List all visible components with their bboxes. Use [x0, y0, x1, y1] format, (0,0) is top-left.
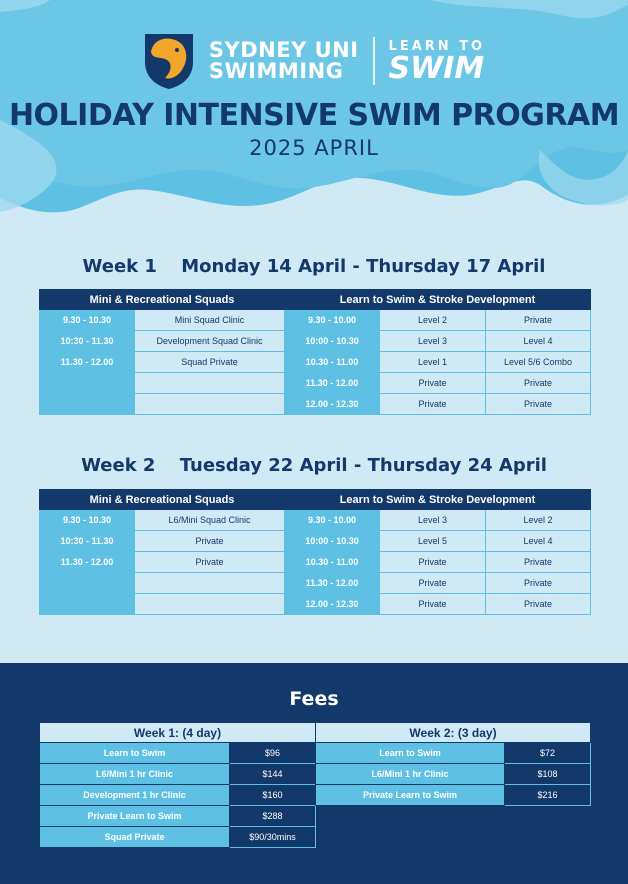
fee-label: Learn to Swim	[316, 743, 505, 764]
brand-line1: SYDNEY UNI	[208, 38, 359, 62]
table-row	[40, 552, 591, 573]
time-cell: 10.30 - 11.00	[285, 552, 380, 573]
logo-divider	[373, 37, 375, 85]
session-cell: Level 5/6 Combo	[486, 352, 591, 373]
session-cell: Level 1	[380, 352, 486, 373]
fee-label: Learn to Swim	[40, 743, 230, 764]
session-cell: Private	[486, 594, 591, 615]
session-cell: Private	[135, 552, 285, 573]
session-cell	[135, 373, 285, 394]
week2-right-header: Learn to Swim & Stroke Development	[285, 490, 591, 510]
time-cell: 10.30 - 11.00	[285, 352, 380, 373]
time-cell	[40, 373, 135, 394]
week1-right-header: Learn to Swim & Stroke Development	[285, 290, 591, 310]
fee-price: $96	[230, 743, 316, 764]
fee-price: $90/30mins	[230, 827, 316, 848]
week1-fees-table	[39, 722, 316, 848]
fee-label: L6/Mini 1 hr Clinic	[316, 764, 505, 785]
table-row	[40, 373, 591, 394]
time-cell	[40, 594, 135, 615]
session-cell: Level 2	[486, 510, 591, 531]
time-cell: 9.30 - 10.30	[40, 510, 135, 531]
session-cell: Private	[380, 373, 486, 394]
fee-label: Private Learn to Swim	[40, 806, 230, 827]
session-cell: L6/Mini Squad Clinic	[135, 510, 285, 531]
page-subtitle: 2025 APRIL	[249, 136, 379, 160]
table-row	[40, 531, 591, 552]
fee-price: $216	[505, 785, 591, 806]
table-row	[40, 331, 591, 352]
session-cell	[135, 594, 285, 615]
table-row	[316, 764, 591, 785]
week2-dates: Tuesday 22 April - Thursday 24 April	[179, 455, 547, 476]
fee-price: $144	[230, 764, 316, 785]
session-cell: Private	[380, 573, 486, 594]
table-row	[40, 510, 591, 531]
session-cell: Private	[380, 594, 486, 615]
time-cell	[40, 394, 135, 415]
table-row	[40, 394, 591, 415]
week1-label: Week 1	[82, 256, 157, 277]
session-cell: Development Squad Clinic	[135, 331, 285, 352]
week1-schedule-table	[39, 289, 591, 415]
table-row	[40, 573, 591, 594]
table-row	[40, 310, 591, 331]
time-cell: 9.30 - 10.00	[285, 310, 380, 331]
session-cell: Private	[486, 310, 591, 331]
time-cell: 10:30 - 11.30	[40, 531, 135, 552]
week1-heading	[0, 256, 628, 277]
table-row	[316, 743, 591, 764]
session-cell: Level 4	[486, 531, 591, 552]
week1-dates: Monday 14 April - Thursday 17 April	[181, 256, 546, 277]
session-cell: Level 3	[380, 510, 486, 531]
fee-price: $160	[230, 785, 316, 806]
sydney-uni-swimming-wordmark	[209, 40, 359, 82]
week1-left-header: Mini & Recreational Squads	[40, 290, 285, 310]
learn-to-swim-logo	[389, 39, 486, 84]
table-row	[40, 806, 316, 827]
session-cell	[135, 394, 285, 415]
logo-row	[0, 32, 628, 90]
time-cell: 10:00 - 10.30	[285, 531, 380, 552]
week2-schedule-table	[39, 489, 591, 615]
lion-crest-icon	[143, 32, 195, 90]
table-row	[40, 764, 316, 785]
session-cell: Private	[135, 531, 285, 552]
session-cell: Private	[380, 394, 486, 415]
fees-title: Fees	[289, 688, 339, 710]
time-cell: 11.30 - 12.00	[285, 573, 380, 594]
time-cell: 10:00 - 10.30	[285, 331, 380, 352]
brand-line2: SWIMMING	[208, 59, 344, 83]
session-cell: Private	[486, 573, 591, 594]
table-row	[40, 743, 316, 764]
session-cell: Private	[486, 552, 591, 573]
time-cell: 9.30 - 10.00	[285, 510, 380, 531]
table-row	[316, 785, 591, 806]
time-cell: 9.30 - 10.30	[40, 310, 135, 331]
page-title: HOLIDAY INTENSIVE SWIM PROGRAM	[8, 98, 620, 133]
lts-top: LEARN TO	[388, 38, 486, 54]
session-cell: Level 4	[486, 331, 591, 352]
fee-label: Squad Private	[40, 827, 230, 848]
time-cell: 11.30 - 12.00	[40, 352, 135, 373]
fee-price: $108	[505, 764, 591, 785]
week2-fees-table	[315, 722, 591, 806]
fee-label: Private Learn to Swim	[316, 785, 505, 806]
time-cell: 11.30 - 12.00	[285, 373, 380, 394]
session-cell: Private	[486, 394, 591, 415]
week1-fees-header: Week 1: (4 day)	[40, 723, 316, 743]
time-cell: 10:30 - 11.30	[40, 331, 135, 352]
session-cell: Private	[380, 552, 486, 573]
session-cell: Squad Private	[135, 352, 285, 373]
week2-heading	[0, 455, 628, 476]
time-cell: 11.30 - 12.00	[40, 552, 135, 573]
week2-left-header: Mini & Recreational Squads	[40, 490, 285, 510]
week2-fees-header: Week 2: (3 day)	[316, 723, 591, 743]
session-cell: Mini Squad Clinic	[135, 310, 285, 331]
session-cell: Level 3	[380, 331, 486, 352]
table-row	[40, 594, 591, 615]
lts-bottom: SWIM	[388, 50, 485, 86]
session-cell: Level 2	[380, 310, 486, 331]
time-cell	[40, 573, 135, 594]
table-row	[40, 827, 316, 848]
session-cell	[135, 573, 285, 594]
fee-price: $72	[505, 743, 591, 764]
time-cell: 12.00 - 12.30	[285, 394, 380, 415]
fee-label: L6/Mini 1 hr Clinic	[40, 764, 230, 785]
fee-label: Development 1 hr Clinic	[40, 785, 230, 806]
table-row	[40, 352, 591, 373]
week2-label: Week 2	[81, 455, 156, 476]
fee-price: $288	[230, 806, 316, 827]
session-cell: Private	[486, 373, 591, 394]
time-cell: 12.00 - 12.30	[285, 594, 380, 615]
session-cell: Level 5	[380, 531, 486, 552]
table-row	[40, 785, 316, 806]
